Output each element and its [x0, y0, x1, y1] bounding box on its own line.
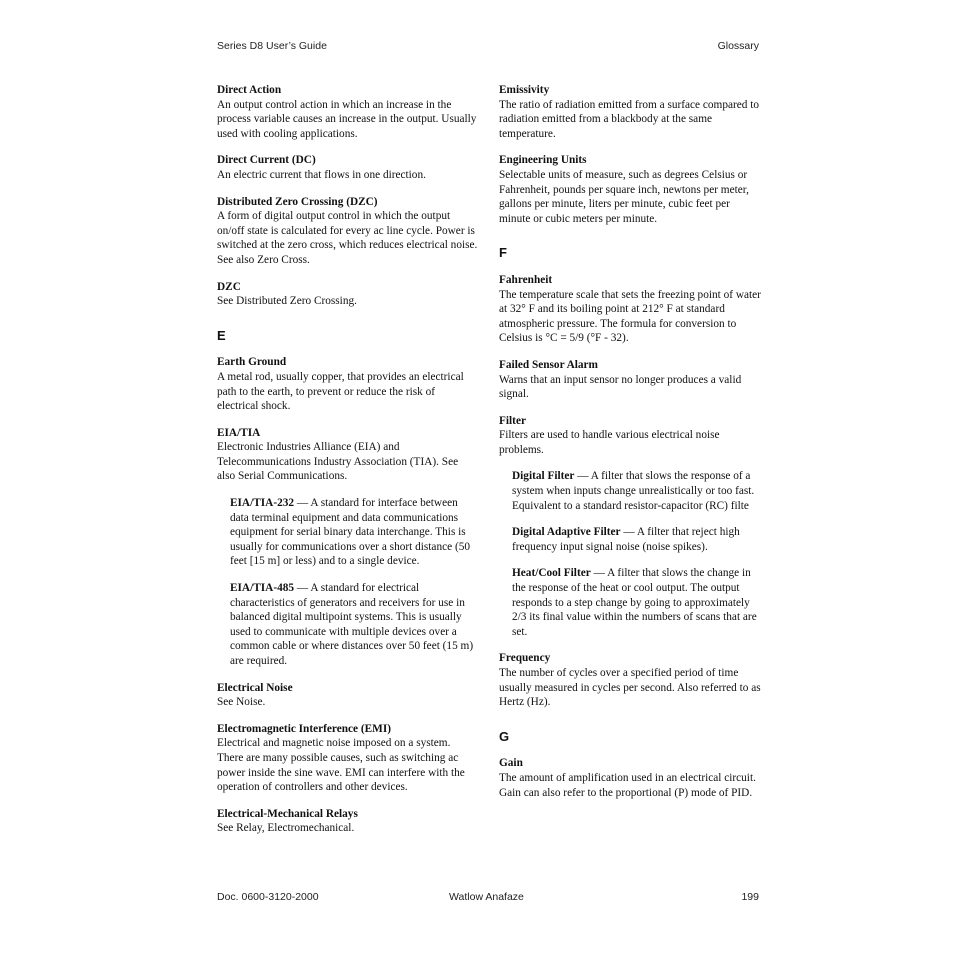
glossary-entry: [217, 195, 479, 268]
glossary-term: EIA/TIA-485: [230, 582, 295, 595]
glossary-definition: See Relay, Electromechanical.: [217, 822, 355, 835]
glossary-entry: [499, 756, 761, 800]
glossary-term: Digital Filter: [512, 470, 575, 483]
glossary-definition: Selectable units of measure, such as degrees Celsius or Fahrenheit, pounds per square inch, newtons per meter, gallons per minute, liters per minute, cubic feet per minute or cubic meters per minute.: [499, 168, 749, 225]
glossary-entry: [217, 153, 479, 182]
glossary-term: Earth Ground: [217, 356, 287, 369]
glossary-term: Engineering Units: [499, 154, 587, 167]
glossary-entry: [217, 355, 479, 413]
glossary-column-left: [217, 83, 479, 848]
section-letter: E: [217, 327, 226, 343]
glossary-entry: [217, 83, 479, 141]
glossary-term: Electrical-Mechanical Relays: [217, 807, 358, 820]
glossary-definition: A metal rod, usually copper, that provides an electrical path to the earth, to prevent or reduce the risk of electrical shock.: [217, 370, 464, 413]
glossary-entry: [499, 414, 761, 458]
glossary-definition: An electric current that flows in one direction.: [217, 168, 426, 181]
glossary-entry: [217, 681, 479, 710]
glossary-definition: An output control action in which an increase in the process variable causes an increase in the output. Usually used with cooling applications.: [217, 98, 477, 140]
glossary-definition: — A filter that reject high frequency input signal noise (noise spikes).: [512, 526, 740, 553]
glossary-definition: The amount of amplification used in an electrical circuit. Gain can also refer to the proportional (P) mode of PID.: [499, 771, 756, 799]
glossary-definition: Warns that an input sensor no longer produces a valid signal.: [499, 373, 742, 401]
document-number: Doc. 0600-3120-2000: [217, 891, 319, 903]
glossary-column-right: [499, 83, 761, 812]
glossary-entry: [499, 358, 761, 402]
glossary-definition: Electrical and magnetic noise imposed on a system. There are many possible causes, such as switching ac power inside the sine wave. EMI can interfere with the operation of controllers and other devices.: [217, 737, 465, 794]
glossary-subentry: [512, 525, 761, 554]
glossary-term: Direct Action: [217, 84, 282, 96]
glossary-definition: — A filter that slows the change in the response of the heat or cool output. The output responds to a step change by going to approximately 2/3 its final value within the numbers of scans that are set.: [512, 567, 757, 638]
page-number: 199: [741, 891, 759, 903]
glossary-term: Heat/Cool Filter: [512, 567, 591, 580]
glossary-definition: The ratio of radiation emitted from a surface compared to radiation emitted from a blackbody at the same temperature.: [499, 98, 760, 140]
glossary-term: Distributed Zero Crossing (DZC): [217, 195, 378, 208]
publisher-name: Watlow Anafaze: [449, 891, 524, 903]
glossary-subentry: [512, 566, 761, 639]
glossary-definition: The temperature scale that sets the freezing point of water at 32° F and its boiling point at 212° F at standard atmospheric pressure. The formula for conversion to Celsius is °C = 5/9 (°F - 32).: [499, 288, 761, 345]
glossary-subentry: [230, 581, 479, 669]
glossary-definition: See Distributed Zero Crossing.: [217, 295, 357, 308]
glossary-definition: — A standard for interface between data terminal equipment and data communications equipment for serial binary data interchange. This is usually for communications over a short distance (50 feet [15 m] or less) and to a single device.: [230, 497, 470, 568]
glossary-entry: [217, 807, 479, 836]
section-letter: G: [499, 728, 510, 744]
glossary-term: Digital Adaptive Filter: [512, 526, 621, 539]
glossary-definition: — A filter that slows the response of a system when inputs change unrealistically or too fast. Equivalent to a standard resistor-capacitor (RC) filte: [512, 470, 755, 512]
glossary-term: Emissivity: [499, 84, 550, 96]
glossary-term: Fahrenheit: [499, 273, 553, 286]
glossary-term: Direct Current (DC): [217, 154, 316, 167]
glossary-term: Electromagnetic Interference (EMI): [217, 722, 391, 735]
glossary-term: Gain: [499, 757, 523, 770]
glossary-entry: [217, 280, 479, 309]
glossary-subentry: [512, 469, 761, 513]
glossary-definition: Electronic Industries Alliance (EIA) and Telecommunications Industry Association (TIA). See also Serial Communications.: [217, 441, 459, 483]
glossary-term: Failed Sensor Alarm: [499, 358, 598, 371]
glossary-subentry: [230, 496, 479, 569]
glossary-entry: [217, 426, 479, 484]
glossary-term: EIA/TIA: [217, 426, 261, 439]
glossary-entry: [499, 651, 761, 709]
glossary-term: DZC: [217, 280, 241, 293]
glossary-entry: [499, 83, 761, 141]
glossary-definition: See Noise.: [217, 696, 266, 709]
glossary-term: Electrical Noise: [217, 681, 293, 694]
glossary-definition: A form of digital output control in which the output on/off state is calculated for every ac line cycle. Power is switched at the zero cross, which reduces electrical noise. See also Zero Cross.: [217, 210, 478, 266]
running-header-left: Series D8 User’s Guide: [217, 40, 327, 52]
glossary-definition: — A standard for electrical characteristics of generators and receivers for use in balanced digital multipoint systems. This is usually used to communicate with multiple devices over a common cable or where distances over 50 feet (15 m) are required.: [230, 582, 474, 667]
glossary-term: Filter: [499, 414, 526, 427]
glossary-entry: [217, 722, 479, 795]
glossary-entry: [499, 153, 761, 226]
section-letter: F: [499, 245, 507, 261]
glossary-definition: The number of cycles over a specified period of time usually measured in cycles per second. Also referred to as Hertz (Hz).: [499, 667, 761, 709]
glossary-definition: Filters are used to handle various electrical noise problems.: [499, 429, 720, 456]
glossary-entry: [499, 273, 761, 346]
glossary-term: EIA/TIA-232: [230, 497, 295, 510]
glossary-term: Frequency: [499, 652, 551, 665]
running-header-right: Glossary: [717, 40, 759, 52]
